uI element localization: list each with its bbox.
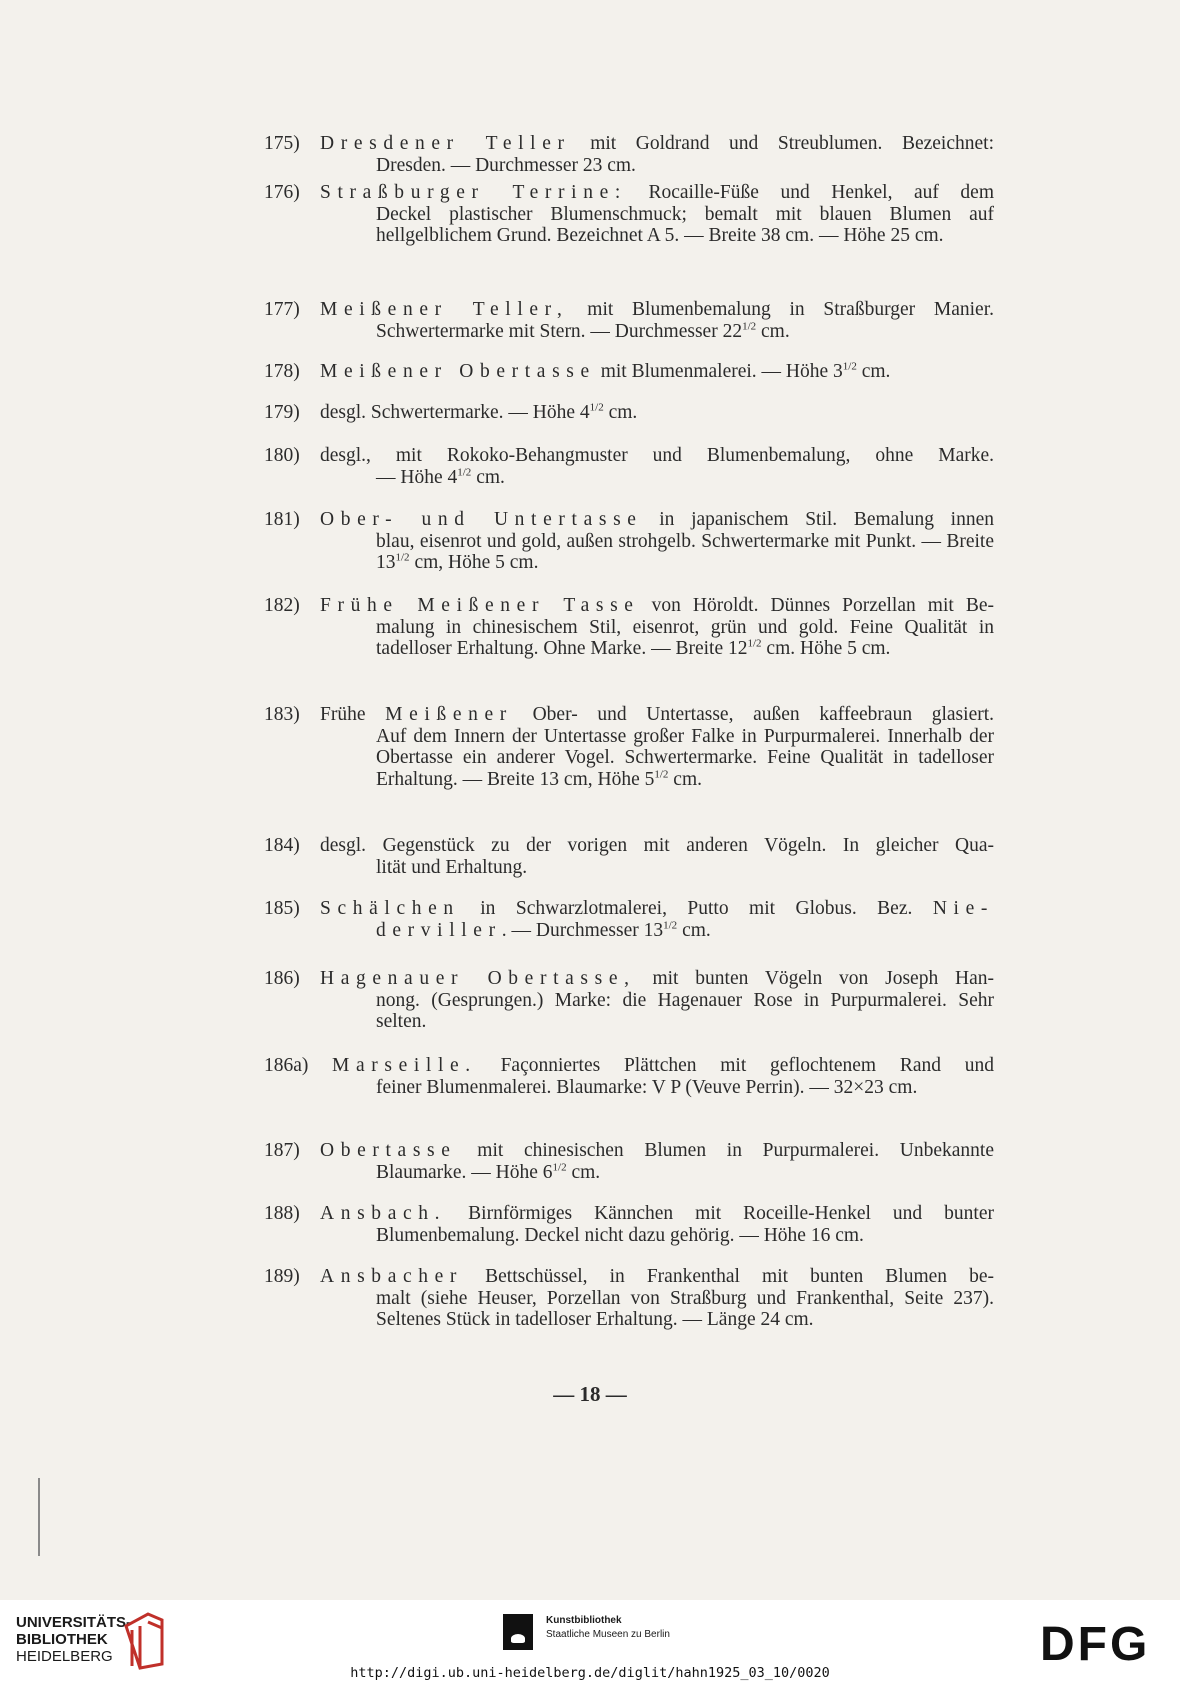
entry-text: Schwertermarke mit Stern. — Durchmesser 22 bbox=[376, 320, 743, 342]
entry-text: mit Goldrand und Streublumen. Bezeichnet: bbox=[570, 133, 994, 154]
catalog-entry-179 bbox=[264, 402, 994, 424]
entry-first-line bbox=[264, 968, 994, 990]
entry-first-line bbox=[264, 182, 994, 204]
catalog-entry-187 bbox=[264, 1140, 994, 1183]
catalog-entry-178 bbox=[264, 361, 994, 383]
entry-number: 178) bbox=[264, 361, 300, 382]
fraction: 1/2 bbox=[842, 360, 857, 373]
entry-continuation bbox=[264, 617, 994, 660]
entry-continuation: Dresden. — Durchmesser 23 cm. bbox=[376, 154, 636, 176]
entry-title: Obertasse bbox=[320, 1140, 457, 1161]
uni-line-3: HEIDELBERG bbox=[16, 1648, 113, 1665]
entry-first-line bbox=[264, 898, 994, 920]
entry-number: 184) bbox=[264, 835, 300, 856]
entry-first-line bbox=[264, 704, 994, 726]
kb-subtitle: Staatliche Museen zu Berlin bbox=[546, 1629, 670, 1640]
entry-title: Straßburger Terrine: bbox=[320, 182, 627, 203]
fraction: 1/2 bbox=[663, 919, 678, 931]
entry-first-line bbox=[264, 1203, 994, 1225]
entry-continuation bbox=[264, 1162, 994, 1184]
entry-number: 187) bbox=[264, 1140, 300, 1161]
fraction: 1/2 bbox=[589, 401, 604, 414]
fraction: 1/2 bbox=[654, 768, 669, 780]
entry-text: cm. bbox=[756, 320, 790, 342]
entry-continuation: malt (siehe Heuser, Porzellan von Straßburg und Frankenthal, Seite 237). Seltenes Stück in tadelloser Erhaltung. — Länge 24 cm. bbox=[376, 1287, 994, 1330]
catalog-entry-175 bbox=[264, 133, 994, 176]
entry-text: in Schwarzlotmalerei, Putto mit Globus. Bez. bbox=[459, 898, 933, 919]
entry-continuation: nong. (Gesprungen.) Marke: die Hagenauer Rose in Purpurmalerei. Sehr selten. bbox=[376, 989, 994, 1032]
entry-text: mit bunten Vögeln von Joseph Han- bbox=[635, 968, 994, 989]
entry-first-line: desgl. Gegenstück zu der vorigen mit anderen Vögeln. In gleicher Qua- bbox=[320, 835, 994, 856]
entry-first-line bbox=[264, 133, 994, 155]
catalog-entry-180 bbox=[264, 445, 994, 488]
entry-first-line bbox=[264, 509, 994, 531]
entry-number: 183) bbox=[264, 704, 300, 725]
entry-text: cm. bbox=[668, 768, 702, 790]
entry-number: 188) bbox=[264, 1203, 300, 1224]
entry-first-line bbox=[264, 361, 994, 383]
entry-first-line bbox=[264, 1140, 994, 1162]
entry-title: Hagenauer Obertasse, bbox=[320, 968, 636, 989]
catalog-entry-184 bbox=[264, 835, 994, 878]
catalog-entry-182 bbox=[264, 595, 994, 660]
catalog-entry-183 bbox=[264, 704, 994, 790]
catalog-entry-177 bbox=[264, 299, 994, 342]
kunstbibliothek-label bbox=[546, 1614, 670, 1642]
entry-title: Frühe Meißener Tasse bbox=[320, 595, 640, 616]
university-library-logo-text bbox=[16, 1614, 131, 1665]
entry-number: 176) bbox=[264, 182, 300, 203]
catalog-entry-189 bbox=[264, 1266, 994, 1331]
crop-mark bbox=[38, 1478, 40, 1556]
catalog-entry-176 bbox=[264, 182, 994, 247]
entry-title: Meißener Teller, bbox=[320, 299, 569, 320]
entry-first-line bbox=[264, 1055, 994, 1077]
entry-mark-name: Nie- bbox=[932, 898, 994, 919]
entry-continuation bbox=[264, 321, 994, 343]
kb-title: Kunstbibliothek bbox=[546, 1615, 622, 1626]
entry-first-line: desgl., mit Rokoko-Behangmuster und Blumenbemalung, ohne Marke. bbox=[320, 445, 994, 466]
catalog-entry-188 bbox=[264, 1203, 994, 1246]
fraction: 1/2 bbox=[742, 320, 757, 332]
entry-text: — Höhe 4 bbox=[376, 466, 458, 488]
entry-number: 185) bbox=[264, 898, 300, 919]
catalog-entry-186a bbox=[264, 1055, 994, 1098]
entry-text: cm. bbox=[603, 402, 638, 423]
entry-text: mit Blumenmalerei. — Höhe 3 bbox=[595, 361, 843, 382]
entry-text: Ober- und Untertasse, außen kaffeebraun glasiert. bbox=[512, 704, 995, 725]
entry-continuation bbox=[264, 920, 994, 942]
entry-number: 186) bbox=[264, 968, 300, 989]
entry-title: Ober- und Untertasse bbox=[320, 509, 643, 530]
entry-text: desgl. Schwertermarke. — Höhe 4 bbox=[320, 402, 590, 423]
entry-continuation: Deckel plastischer Blumenschmuck; bemalt mit blauen Blumen auf hellgelblichem Grund. Bezeichnet A 5. — Breite 38 cm. — Höhe 25 cm. bbox=[376, 203, 994, 246]
entry-title: Meißener bbox=[385, 704, 513, 725]
entry-text: blau, eisenrot und gold, außen strohgelb. Schwertermarke mit Punkt. — Breite 13 bbox=[376, 530, 994, 573]
entry-text: malung in chinesischem Stil, eisenrot, grün und gold. Feine Qualität in tadelloser Erhaltung. Ohne Marke. — Breite 12 bbox=[376, 616, 994, 659]
entry-number: 175) bbox=[264, 133, 300, 154]
uni-line-2: BIBLIOTHEK bbox=[16, 1631, 108, 1648]
entry-number: 177) bbox=[264, 299, 300, 320]
entry-mark-name: derviller bbox=[376, 919, 502, 941]
entry-number: 182) bbox=[264, 595, 300, 616]
entry-text: Birnförmiges Kännchen mit Roceille-Henkel und bunter bbox=[446, 1203, 994, 1224]
entry-text: von Höroldt. Dünnes Porzellan mit Be- bbox=[639, 595, 994, 616]
entry-text: Façonniertes Plättchen mit geflochtenem Rand und bbox=[476, 1055, 994, 1076]
entry-continuation: Blumenbemalung. Deckel nicht dazu gehörig. — Höhe 16 cm. bbox=[376, 1224, 864, 1246]
entry-text: Bettschüssel, in Frankenthal mit bunten Blumen be- bbox=[463, 1266, 994, 1287]
entry-first-line bbox=[264, 402, 994, 424]
catalog-entry-181 bbox=[264, 509, 994, 574]
kunstbibliothek-logo-icon bbox=[503, 1614, 533, 1650]
entry-number: 180) bbox=[264, 445, 300, 466]
entry-continuation: feiner Blumenmalerei. Blaumarke: V P (Veuve Perrin). — 32×23 cm. bbox=[376, 1076, 918, 1098]
entry-number: 181) bbox=[264, 509, 300, 530]
entry-number: 179) bbox=[264, 402, 300, 423]
entry-title: Dresdener Teller bbox=[320, 133, 571, 154]
entry-continuation bbox=[264, 531, 994, 574]
entry-continuation: lität und Erhaltung. bbox=[376, 856, 528, 878]
fraction: 1/2 bbox=[552, 1161, 567, 1173]
uni-line-1: UNIVERSITÄTS- bbox=[16, 1614, 132, 1631]
catalog-entry-186 bbox=[264, 968, 994, 1033]
entry-title: Meißener Obertasse bbox=[320, 361, 596, 382]
entry-text: Rocaille-Füße und Henkel, auf dem bbox=[626, 182, 994, 203]
entry-title: Ansbach. bbox=[320, 1203, 447, 1224]
fraction: 1/2 bbox=[395, 551, 410, 564]
fraction: 1/2 bbox=[457, 466, 472, 478]
entry-text: mit Blumenbemalung in Straßburger Manier. bbox=[568, 299, 994, 320]
entry-text: cm. bbox=[471, 466, 505, 488]
entry-title: Marseille. bbox=[332, 1055, 477, 1076]
entry-text: cm. bbox=[677, 919, 711, 941]
entry-text: . — Durchmesser 13 bbox=[501, 919, 664, 941]
entry-continuation bbox=[264, 467, 994, 489]
entry-text: cm. bbox=[566, 1161, 601, 1183]
catalog-entry-185 bbox=[264, 898, 994, 941]
entry-title: Schälchen bbox=[320, 898, 460, 919]
entry-text: cm. bbox=[856, 361, 891, 382]
entry-text: cm, Höhe 5 cm. bbox=[409, 552, 539, 573]
page-number: — 18 — bbox=[553, 1382, 627, 1406]
entry-text: in japanischem Stil. Bemalung innen bbox=[642, 509, 994, 530]
entry-text: Auf dem Innern der Untertasse großer Falke in Purpurmalerei. Innerhalb der Obertasse ein anderer Vogel. Schwertermarke. Feine Qualität in tadelloser Erhaltung. — Breite 13 cm, Höhe 5 bbox=[376, 725, 994, 790]
entry-first-line bbox=[264, 1266, 994, 1288]
entry-number: 186a) bbox=[264, 1055, 309, 1076]
entry-title: Ansbacher bbox=[320, 1266, 464, 1287]
entry-number: 189) bbox=[264, 1266, 300, 1287]
university-library-logo-icon bbox=[118, 1608, 168, 1670]
entry-first-line bbox=[264, 299, 994, 321]
entry-text: Frühe bbox=[320, 704, 386, 725]
entry-first-line bbox=[264, 595, 994, 617]
fraction: 1/2 bbox=[747, 637, 762, 650]
dfg-logo: DFG bbox=[1040, 1618, 1151, 1671]
entry-text: cm. Höhe 5 cm. bbox=[761, 638, 891, 659]
entry-text: mit chinesischen Blumen in Purpurmalerei. Unbekannte bbox=[456, 1140, 994, 1161]
entry-text: Blaumarke. — Höhe 6 bbox=[376, 1161, 553, 1183]
source-url[interactable]: http://digi.ub.uni-heidelberg.de/diglit/hahn1925_03_10/0020 bbox=[350, 1665, 830, 1681]
entry-continuation bbox=[264, 726, 994, 791]
